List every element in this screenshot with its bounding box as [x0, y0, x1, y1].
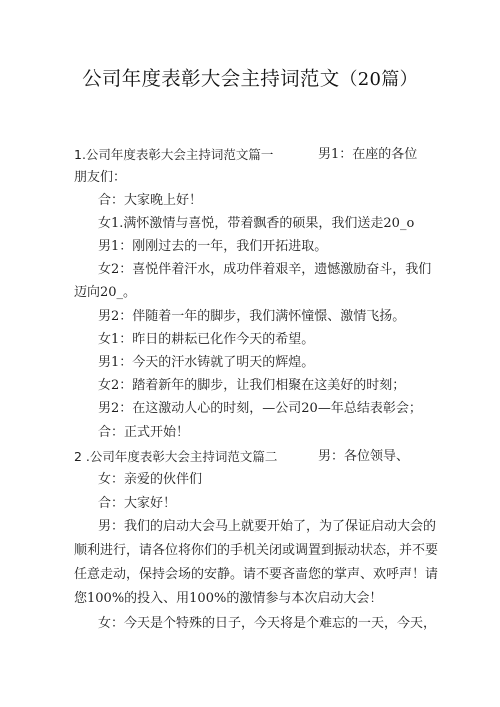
dialogue-line: 合：正式开始！ [98, 425, 190, 440]
dialogue-line: 女：今天是个特殊的日子，今天将是个难忘的一天，今天， [98, 616, 437, 631]
section1-heading-tail-line [318, 147, 417, 163]
document-title [0, 63, 500, 91]
section1-heading: 1.公司年度表彰大会主持词范文篇一 [74, 147, 274, 162]
dialogue-line: 合：大家晚上好！ [98, 193, 203, 208]
section1-heading-line [74, 147, 273, 163]
title-count: （20篇） [339, 69, 418, 90]
dialogue-line: 男2：在这激动人心的时刻，—公司20—年总结表彰会； [98, 401, 422, 416]
dialogue-line: 男1：刚刚过去的一年，我们开拓进取。 [98, 239, 328, 254]
section2-heading: 2 .公司年度表彰大会主持词范文篇二 [74, 449, 278, 464]
dialogue-line: 女2：喜悦伴着汗水，成功伴着艰辛，遗憾激励奋斗，我们 [98, 262, 432, 277]
dialogue-line: 女：亲爱的伙伴们 [98, 472, 203, 487]
dialogue-line: 女1：昨日的耕耘已化作今天的希望。 [98, 332, 315, 347]
section2-heading-tail-line [318, 449, 409, 465]
section1-heading-cont: 朋友们： [74, 170, 127, 185]
dialogue-line: 男1：今天的汗水铸就了明天的辉煌。 [98, 355, 315, 370]
dialogue-line: 男：我们的启动大会马上就要开始了，为了保证启动大会的 [98, 519, 437, 534]
paragraph-line: 您100%的投入、用100%的激情参与本次启动大会！ [74, 591, 383, 606]
section1-heading-tail: 男1：在座的各位 [318, 147, 418, 162]
title-main: 公司年度表彰大会主持词范文 [82, 67, 340, 90]
dialogue-line: 男2：伴随着一年的脚步，我们满怀憧憬、激情飞扬。 [98, 309, 406, 324]
dialogue-line: 合：大家好！ [98, 496, 177, 511]
section2-heading-tail: 男：各位领导、 [318, 449, 410, 464]
paragraph-line: 任意走动，保持会场的安静。请不要吝啬您的掌声、欢呼声！请 [74, 567, 439, 582]
dialogue-line: 女1.满怀激情与喜悦，带着飘香的硕果，我们送走20_o [98, 216, 415, 231]
paragraph-line: 顺利进行，请各位将你们的手机关闭或调置到振动状态，并不要 [74, 543, 439, 558]
dialogue-line: 女2：踏着新年的脚步，让我们相聚在这美好的时刻； [98, 378, 406, 393]
section2-heading-line [74, 449, 277, 465]
dialogue-line-cont: 迈向20_。 [74, 285, 137, 300]
